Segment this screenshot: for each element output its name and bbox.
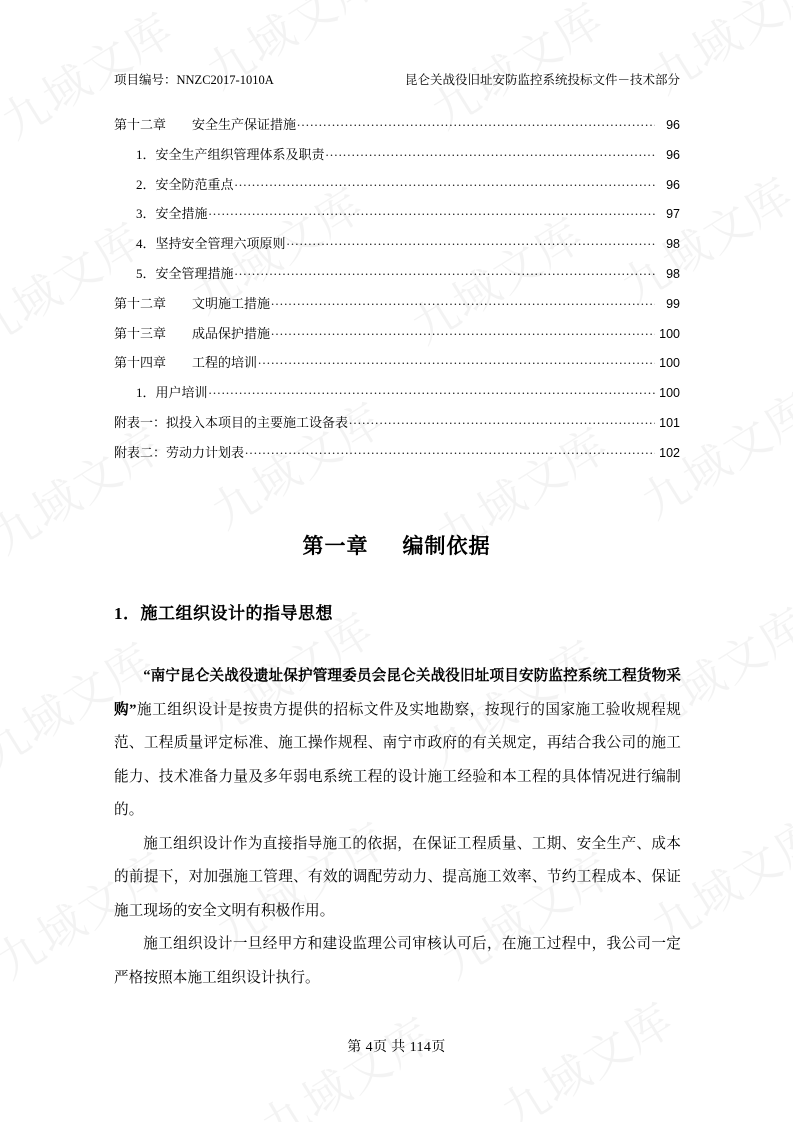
toc-leader-dots: [209, 204, 655, 218]
toc-entry-label: 用户培训: [155, 385, 208, 401]
toc-entry[interactable]: [114, 446, 680, 476]
toc-entry-prefix: 4．: [136, 236, 156, 252]
toc-entry[interactable]: [114, 386, 680, 416]
toc-page-number: 100: [659, 356, 680, 371]
document-title: 昆仑关战役旧址安防监控系统投标文件－技术部分: [404, 73, 680, 87]
document-running-header: [114, 72, 680, 88]
paragraph-1: [114, 660, 681, 828]
toc-entry[interactable]: [114, 148, 680, 178]
toc-page-number: 98: [666, 237, 680, 252]
toc-leader-dots: [245, 443, 655, 457]
body-content: [114, 660, 681, 995]
toc-entry-label: 安全生产组织管理体系及职责: [155, 146, 325, 162]
toc-entry-label: 成品保护措施: [192, 325, 271, 341]
toc-page-number: 100: [659, 386, 680, 401]
toc-entry[interactable]: [114, 327, 680, 357]
toc-leader-dots: [287, 234, 655, 248]
toc-entry-prefix: 1．: [136, 146, 156, 162]
watermark-text: [247, 999, 445, 1122]
toc-entry-label: 安全防范重点: [155, 176, 234, 192]
page-footer: 第 4页 共 114页: [347, 1040, 446, 1055]
toc-entry[interactable]: [114, 267, 680, 297]
paragraph-3: 施工组织设计一旦经甲方和建设监理公司审核认可后，在施工过程中，我公司一定严格按照本施工组织设计执行。: [114, 936, 681, 986]
toc-entry-label: 拟投入本项目的主要施工设备表: [166, 414, 349, 430]
toc-leader-dots: [271, 324, 655, 338]
toc-entry-label: 安全生产保证措施: [192, 117, 297, 132]
toc-page-number: 101: [659, 415, 680, 430]
toc-entry-label: 劳动力计划表: [166, 444, 245, 460]
toc-entry-label: 文明施工措施: [192, 295, 271, 311]
toc-leader-dots: [297, 115, 655, 129]
toc-entry-prefix: 附表二：: [114, 444, 167, 460]
toc-page-number: 99: [666, 296, 680, 311]
toc-leader-dots: [209, 383, 655, 397]
toc-entry[interactable]: [114, 178, 680, 208]
toc-entry-label: 坚持安全管理六项原则: [155, 236, 286, 252]
toc-leader-dots: [271, 294, 655, 308]
toc-entry[interactable]: [114, 207, 680, 237]
chapter-title: [0, 530, 793, 560]
chapter-number: 第一章: [302, 534, 369, 558]
toc-entry[interactable]: [114, 416, 680, 446]
toc-entry-prefix: 3．: [136, 206, 156, 222]
toc-leader-dots: [326, 145, 655, 159]
paragraph-1-quoted-title: “南宁昆仑关战役遗址保护管理委员会昆仑关战役旧址项目安防监控系统工程货物采购”: [114, 668, 681, 718]
toc-entry-prefix: 5．: [136, 265, 156, 281]
toc-page-number: 96: [666, 177, 680, 192]
toc-entry-prefix: 2．: [136, 176, 156, 192]
chapter-title-text: 编制依据: [402, 534, 491, 558]
paragraph-1-rest: 施工组织设计是按贵方提供的招标文件及实地勘察，按现行的国家施工验收规程规范、工程质量评定标准、施工操作规程、南宁市政府的有关规定，再结合我公司的施工能力、技术准备力量及多年弱电系统工程的设计施工经验和本工程的具体情况进行编制的。: [114, 701, 682, 818]
toc-leader-dots: [258, 353, 655, 367]
project-number: 项目编号：NNZC2017-1010A: [114, 73, 274, 87]
toc-entry-label: 安全管理措施: [155, 265, 234, 281]
toc-entry[interactable]: [114, 237, 680, 267]
toc-entry-prefix: 1．: [136, 385, 156, 401]
toc-page-number: 100: [659, 326, 680, 341]
toc-entry-prefix: 第十二章: [114, 117, 167, 132]
toc-entry[interactable]: [114, 118, 680, 148]
toc-page-number: 96: [666, 118, 680, 132]
toc-leader-dots: [235, 264, 655, 278]
toc-entry-prefix: 第十二章: [114, 295, 167, 311]
toc-page-number: 98: [666, 266, 680, 281]
toc-entry-prefix: 附表一：: [114, 414, 167, 430]
toc-entry-prefix: 第十四章: [114, 355, 167, 371]
toc-leader-dots: [349, 413, 655, 427]
watermark-text: [637, 0, 793, 107]
toc-entry[interactable]: [114, 297, 680, 327]
toc-entry-label: 工程的培训: [192, 355, 258, 371]
toc-page-number: 102: [659, 445, 680, 460]
toc-page-number: 97: [666, 207, 680, 222]
toc-entry-label: 安全措施: [155, 206, 208, 222]
toc-page-number: 96: [666, 147, 680, 162]
paragraph-2: 施工组织设计作为直接指导施工的依据，在保证工程质量、工期、安全生产、成本的前提下，对加强施工管理、有效的调配劳动力、提高施工效率、节约工程成本、保证施工现场的安全文明有积极作用。: [114, 835, 681, 919]
toc-entry-prefix: 第十三章: [114, 325, 167, 341]
table-of-contents: [114, 118, 680, 476]
toc-leader-dots: [235, 175, 655, 189]
section-heading: 1．施工组织设计的指导思想: [114, 604, 333, 623]
toc-entry[interactable]: [114, 356, 680, 386]
